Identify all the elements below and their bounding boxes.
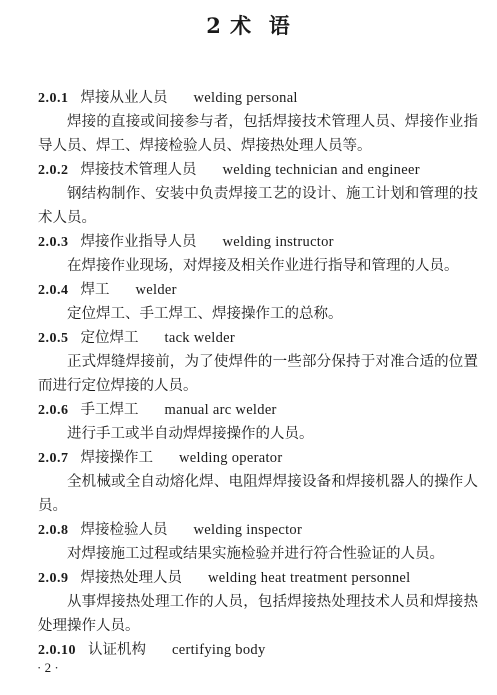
term-chinese: 焊工 bbox=[80, 282, 110, 298]
term-chinese: 焊接操作工 bbox=[80, 450, 153, 466]
term-chinese: 焊接检验人员 bbox=[80, 522, 168, 538]
term-english: tack welder bbox=[164, 330, 236, 346]
term-number: 2.0.8 bbox=[38, 523, 69, 538]
term-number: 2.0.4 bbox=[38, 283, 69, 298]
term-english: welding inspector bbox=[193, 522, 303, 538]
term-chinese: 手工焊工 bbox=[80, 402, 139, 418]
term-header bbox=[38, 326, 478, 350]
term-header bbox=[38, 566, 478, 590]
term-chinese: 焊接作业指导人员 bbox=[80, 234, 197, 250]
term-number: 2.0.9 bbox=[38, 571, 69, 586]
term-entry bbox=[38, 566, 478, 638]
term-entry bbox=[38, 230, 478, 278]
term-english: welder bbox=[135, 282, 177, 298]
term-entry bbox=[38, 518, 478, 566]
term-header bbox=[38, 398, 478, 422]
term-entry bbox=[38, 326, 478, 398]
term-definition: 在焊接作业现场，对焊接及相关作业进行指导和管理的人员。 bbox=[67, 258, 459, 274]
terms-list bbox=[38, 86, 478, 662]
term-definition: 钢结构制作、安装中负责焊接工艺的设计、施工计划和管理的技术人员。 bbox=[38, 186, 478, 226]
term-entry bbox=[38, 158, 478, 230]
term-definition: 定位焊工、手工焊工、焊接操作工的总称。 bbox=[67, 306, 343, 322]
term-header bbox=[38, 86, 478, 110]
term-definition: 焊接的直接或间接参与者，包括焊接技术管理人员、焊接作业指导人员、焊工、焊接检验人员、焊接热处理人员等。 bbox=[38, 114, 478, 154]
term-header bbox=[38, 230, 478, 254]
term-header bbox=[38, 638, 478, 662]
term-entry bbox=[38, 86, 478, 158]
page-number: · 2 · bbox=[37, 660, 59, 675]
term-number: 2.0.10 bbox=[38, 643, 76, 658]
term-number: 2.0.6 bbox=[38, 403, 69, 418]
term-chinese: 焊接技术管理人员 bbox=[80, 162, 197, 178]
term-definition: 对焊接施工过程或结果实施检验并进行符合性验证的人员。 bbox=[67, 546, 444, 562]
term-chinese: 认证机构 bbox=[88, 642, 146, 658]
term-number: 2.0.5 bbox=[38, 331, 69, 346]
term-entry bbox=[38, 446, 478, 518]
term-definition: 进行手工或半自动焊焊接操作的人员。 bbox=[67, 426, 314, 442]
term-english: welding technician and engineer bbox=[222, 162, 420, 178]
term-header bbox=[38, 518, 478, 542]
term-english: welding operator bbox=[179, 450, 283, 466]
term-english: welding instructor bbox=[222, 234, 334, 250]
term-number: 2.0.3 bbox=[38, 235, 69, 250]
term-number: 2.0.1 bbox=[38, 91, 69, 106]
term-english: welding heat treatment personnel bbox=[208, 570, 411, 586]
term-definition: 正式焊缝焊接前，为了使焊件的一些部分保持于对准合适的位置而进行定位焊接的人员。 bbox=[38, 354, 478, 394]
term-definition: 从事焊接热处理工作的人员，包括焊接热处理技术人员和焊接热处理操作人员。 bbox=[38, 594, 478, 634]
term-header bbox=[38, 446, 478, 470]
term-chinese: 焊接热处理人员 bbox=[80, 570, 182, 586]
term-english: manual arc welder bbox=[164, 402, 277, 418]
term-entry bbox=[38, 638, 478, 662]
term-entry bbox=[38, 278, 478, 326]
term-chinese: 焊接从业人员 bbox=[80, 90, 168, 106]
term-definition: 全机械或全自动熔化焊、电阻焊焊接设备和焊接机器人的操作人员。 bbox=[38, 474, 478, 514]
term-header bbox=[38, 278, 478, 302]
term-number: 2.0.2 bbox=[38, 163, 69, 178]
term-chinese: 定位焊工 bbox=[80, 330, 139, 346]
term-entry bbox=[38, 398, 478, 446]
chapter-title: 2 术 语 bbox=[206, 13, 291, 38]
term-english: certifying body bbox=[172, 642, 266, 658]
term-number: 2.0.7 bbox=[38, 451, 69, 466]
term-header bbox=[38, 158, 478, 182]
term-english: welding personal bbox=[193, 90, 298, 106]
